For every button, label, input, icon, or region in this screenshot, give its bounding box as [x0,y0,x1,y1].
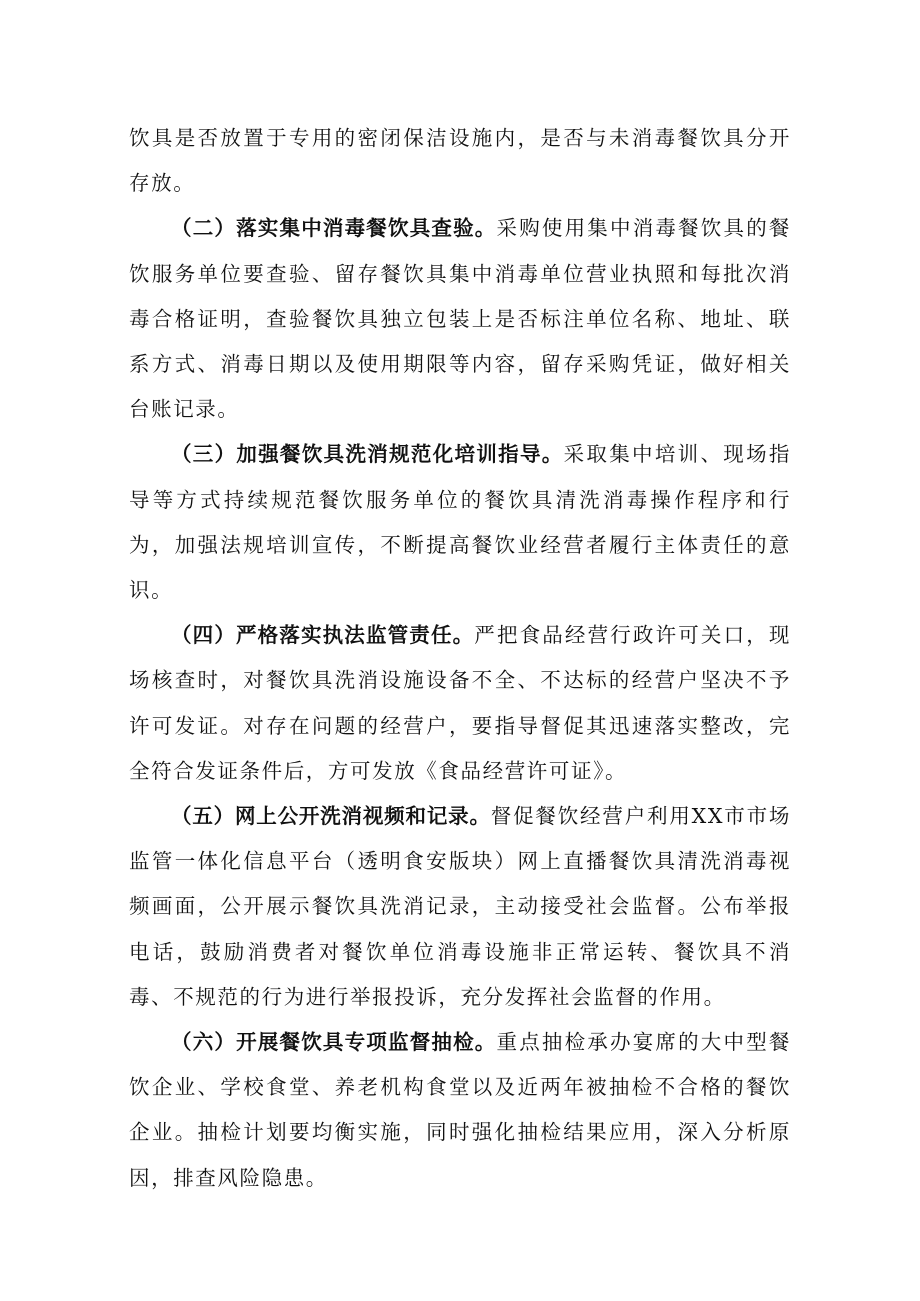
document-page [129,116,791,1201]
section-heading: （二）落实集中消毒餐饮具查验。 [171,216,497,241]
paragraph-body: 饮具是否放置于专用的密闭保洁设施内，是否与未消毒餐饮具分开存放。 [129,126,791,196]
section-heading: （六）开展餐饮具专项监督抽检。 [171,1030,497,1055]
paragraph-section-4 [129,613,791,794]
paragraph-continuation [129,116,791,206]
paragraph-section-6 [129,1020,791,1201]
section-heading: （五）网上公开洗消视频和记录。 [171,804,491,829]
paragraph-section-2 [129,206,791,432]
paragraph-body: 采购使用集中消毒餐饮具的餐饮服务单位要查验、留存餐饮具集中消毒单位营业执照和每批次消毒合格证明，查验餐饮具独立包装上是否标注单位名称、地址、联系方式、消毒日期以及使用期限等内容，留存采购凭证，做好相关台账记录。 [129,216,791,422]
paragraph-body: 重点抽检承办宴席的大中型餐饮企业、学校食堂、养老机构食堂以及近两年被抽检不合格的餐饮企业。抽检计划要均衡实施，同时强化抽检结果应用，深入分析原因，排查风险隐患。 [129,1030,791,1190]
paragraph-section-5 [129,794,791,1020]
paragraph-section-3 [129,432,791,613]
section-heading: （三）加强餐饮具洗消规范化培训指导。 [171,442,564,467]
paragraph-body: 督促餐饮经营户利用XX市市场监管一体化信息平台（透明食安版块）网上直播餐饮具清洗消毒视频画面，公开展示餐饮具洗消记录，主动接受社会监督。公布举报电话，鼓励消费者对餐饮单位消毒设施非正常运转、餐饮具不消毒、不规范的行为进行举报投诉，充分发挥社会监督的作用。 [129,804,791,1009]
section-heading: （四）严格落实执法监管责任。 [171,623,475,648]
paragraph-body: 采取集中培训、现场指导等方式持续规范餐饮服务单位的餐饮具清洗消毒操作程序和行为，加强法规培训宣传，不断提高餐饮业经营者履行主体责任的意识。 [129,442,791,603]
paragraph-body: 严把食品经营行政许可关口，现场核查时，对餐饮具洗消设施设备不全、不达标的经营户坚决不予许可发证。对存在问题的经营户，要指导督促其迅速落实整改，完全符合发证条件后，方可发放《食品经营许可证》。 [129,623,791,783]
